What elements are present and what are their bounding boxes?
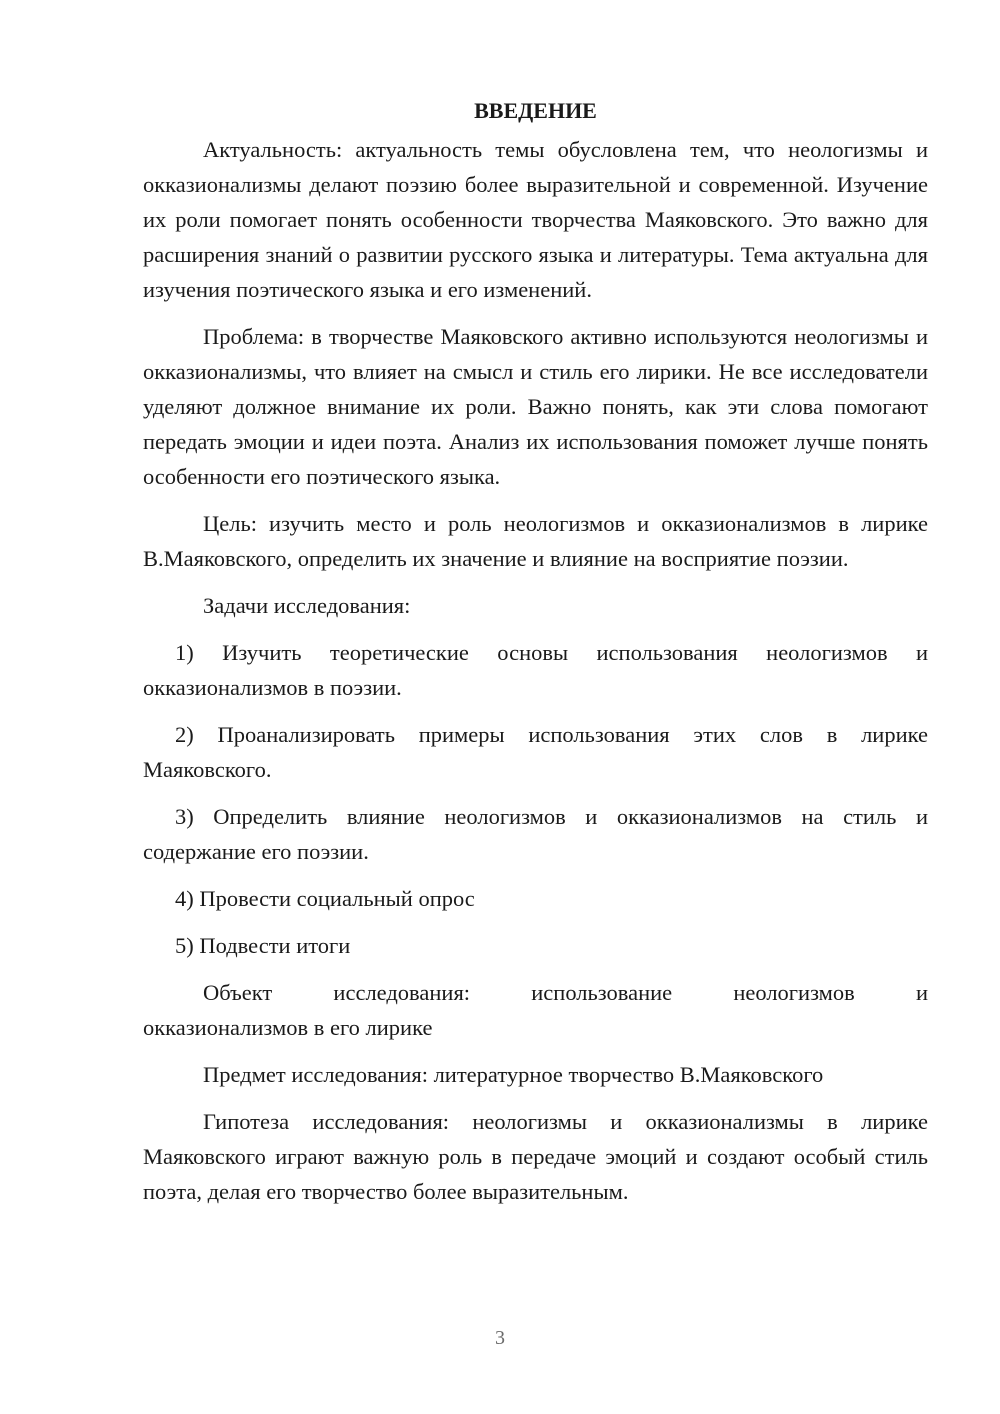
list-item-task-4: 4) Провести социальный опрос: [175, 886, 475, 911]
tasks-heading: Задачи исследования:: [203, 593, 411, 618]
document-page: [143, 93, 928, 1221]
paragraph-problem: Проблема: в творчестве Маяковского активно используются неологизмы и окказионализмы, что влияет на смысл и стиль его лирики. Не все исследователи уделяют должное внимание их роли. Важно понять, как эти слова помогают передать эмоции и идеи поэта. Анализ их использования поможет лучше понять особенности его поэтического языка.: [143, 324, 928, 489]
object-line-2: окказионализмов в его лирике: [143, 1015, 433, 1040]
paragraph-object: [143, 975, 928, 1045]
list-item-task-2: 2) Проанализировать примеры использования этих слов в лирике Маяковского.: [143, 722, 928, 782]
page-number: 3: [495, 1327, 505, 1349]
paragraph-relevance: Актуальность: актуальность темы обусловлена тем, что неологизмы и окказионализмы делают поэзию более выразительной и современной. Изучение их роли помогает понять особенности творчества Маяковского. Это важно для расширения знаний о развитии русского языка и литературы. Тема актуальна для изучения поэтического языка и его изменений.: [143, 137, 928, 302]
list-item-task-3: 3) Определить влияние неологизмов и окказионализмов на стиль и содержание его поэзии.: [143, 804, 928, 864]
paragraph-subject: Предмет исследования: литературное творчество В.Маяковского: [203, 1062, 824, 1087]
list-item-task-1: 1) Изучить теоретические основы использования неологизмов и окказионализмов в поэзии.: [143, 640, 928, 700]
paragraph-goal: Цель: изучить место и роль неологизмов и окказионализмов в лирике В.Маяковского, определить их значение и влияние на восприятие поэзии.: [143, 511, 928, 571]
page-title: ВВЕДЕНИЕ: [474, 98, 597, 123]
object-line-1: Объект исследования: использование неологизмов и: [203, 980, 928, 1005]
list-item-task-5: 5) Подвести итоги: [175, 933, 351, 958]
paragraph-hypothesis: Гипотеза исследования: неологизмы и окказионализмы в лирике Маяковского играют важную роль в передаче эмоций и создают особый стиль поэта, делая его творчество более выразительным.: [143, 1109, 928, 1204]
